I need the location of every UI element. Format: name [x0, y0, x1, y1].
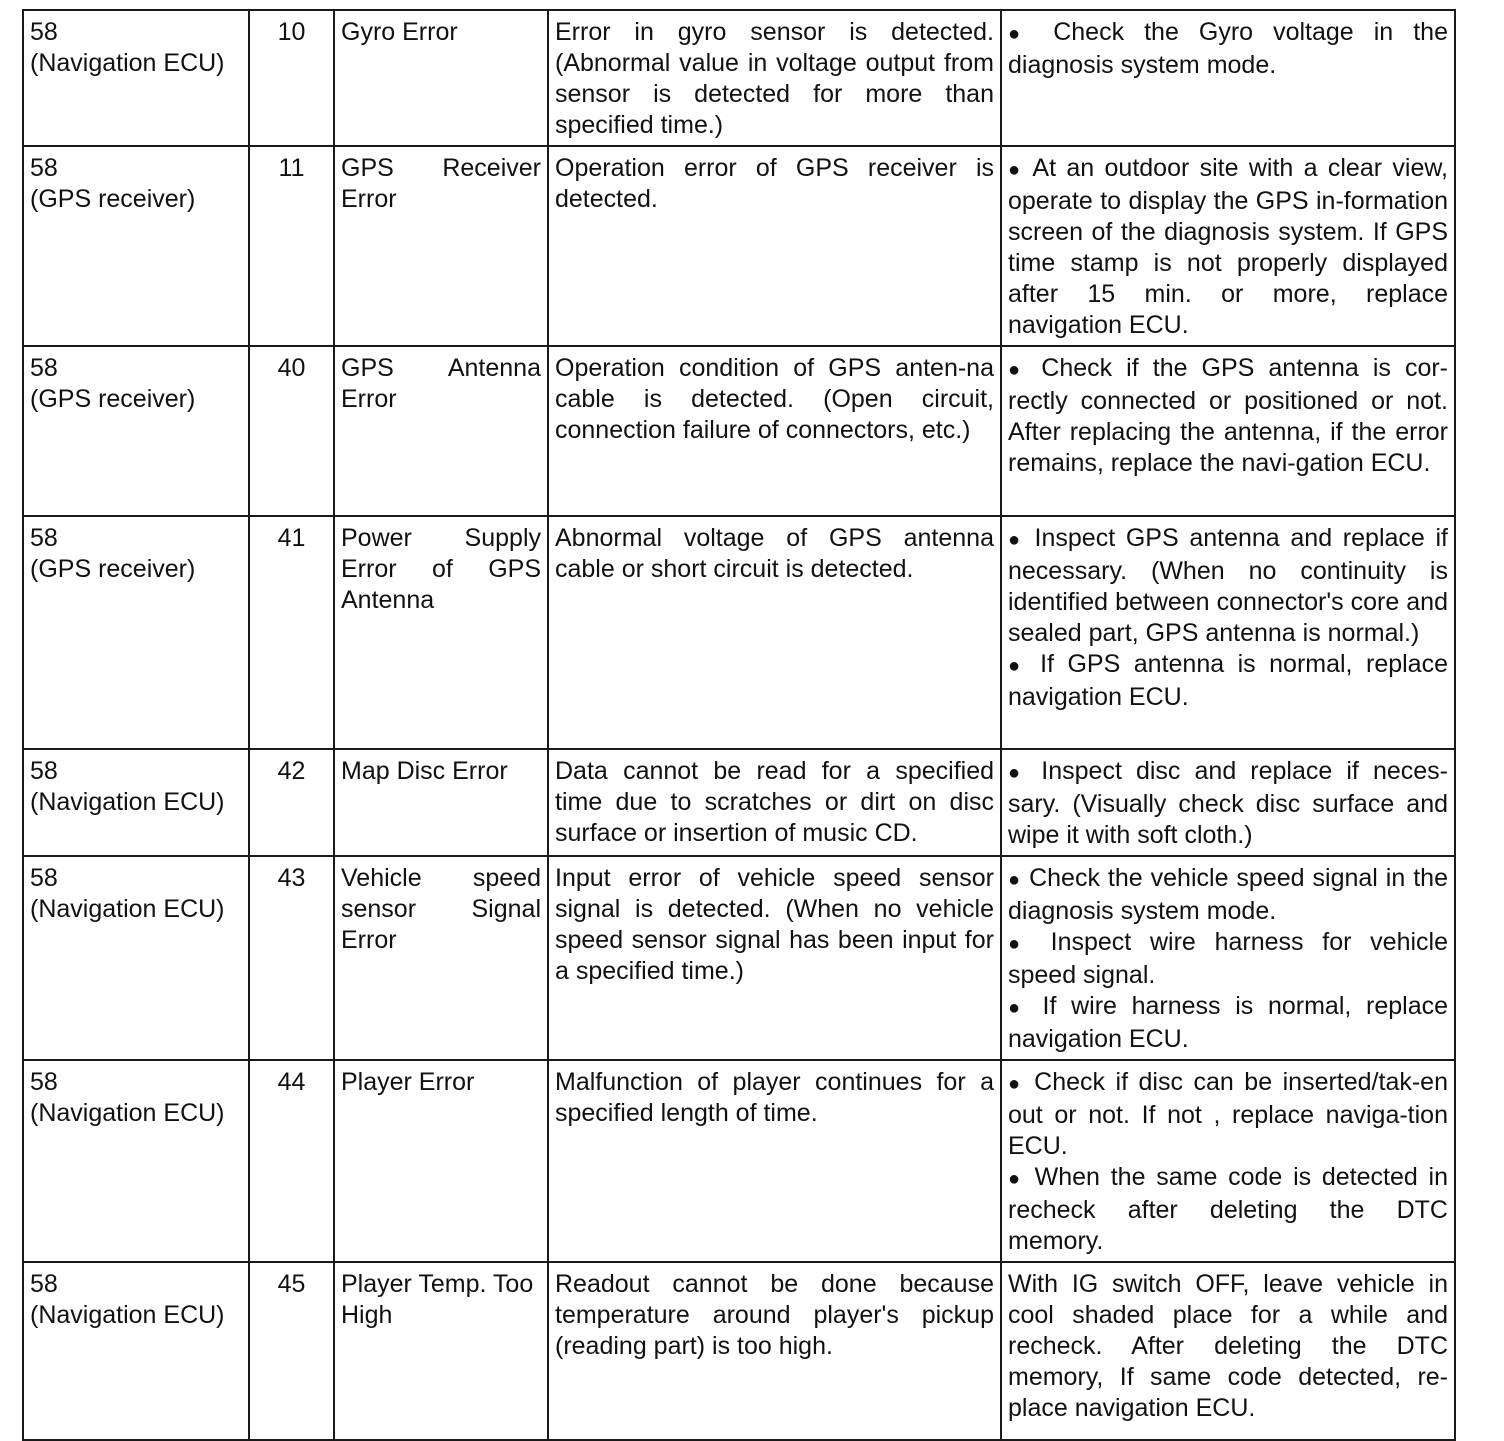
- bullet-icon: ●: [1008, 159, 1024, 181]
- remedy-cell: [1001, 516, 1455, 749]
- error-name-cell: [334, 1060, 548, 1262]
- dtc-code: 44: [277, 1068, 306, 1096]
- error-name-cell: [334, 10, 548, 146]
- bullet-icon: ●: [1008, 762, 1028, 784]
- system-cell: [23, 346, 249, 516]
- remedy-text: Check if the GPS antenna is cor-rectly connected or positioned or not. After replacing the antenna, if the error remains, replace the navi-gation ECU.: [1008, 354, 1448, 477]
- dtc-code: 45: [277, 1270, 306, 1298]
- remedy-item: [1008, 1162, 1448, 1257]
- system-number: 58: [30, 1068, 58, 1096]
- remedy-cell: [1001, 749, 1455, 856]
- system-cell: [23, 749, 249, 856]
- bullet-icon: ●: [1008, 23, 1034, 45]
- dtc-code-cell: [249, 146, 334, 346]
- system-number: 58: [30, 524, 58, 552]
- dtc-code: 10: [277, 18, 306, 46]
- error-name-cell: [334, 1262, 548, 1440]
- detection-condition: Abnormal voltage of GPS antenna cable or short circuit is detected.: [555, 524, 994, 583]
- dtc-code: 11: [278, 154, 305, 182]
- system-number: 58: [30, 18, 58, 46]
- detection-condition-cell: [548, 1060, 1001, 1262]
- system-unit: (GPS receiver): [30, 555, 196, 583]
- table-row: [23, 516, 1455, 749]
- detection-condition-cell: [548, 1262, 1001, 1440]
- remedy-text: Inspect wire harness for vehicle speed signal.: [1008, 928, 1448, 989]
- remedy-text: Check the vehicle speed signal in the diagnosis system mode.: [1008, 864, 1448, 925]
- detection-condition: Operation condition of GPS anten-na cable is detected. (Open circuit, connection failure of connectors, etc.): [555, 354, 994, 444]
- detection-condition-cell: [548, 346, 1001, 516]
- dtc-code: 40: [277, 354, 306, 382]
- system-number: 58: [30, 757, 58, 785]
- remedy-cell: [1001, 1262, 1455, 1440]
- dtc-code-cell: [249, 1060, 334, 1262]
- system-number: 58: [30, 354, 58, 382]
- system-unit: (Navigation ECU): [30, 895, 225, 923]
- dtc-table-body: [23, 10, 1455, 1440]
- detection-condition: Data cannot be read for a specified time due to scratches or dirt on disc surface or insertion of music CD.: [555, 757, 994, 847]
- dtc-code-cell: [249, 1262, 334, 1440]
- remedy-text: If GPS antenna is normal, replace navigation ECU.: [1008, 650, 1448, 711]
- remedy-text: Check the Gyro voltage in the diagnosis system mode.: [1008, 18, 1448, 79]
- detection-condition-cell: [548, 856, 1001, 1060]
- remedy-item: [1008, 927, 1448, 991]
- error-name: Vehicle speed sensor Signal Error: [341, 864, 541, 954]
- system-unit: (Navigation ECU): [30, 788, 225, 816]
- system-unit: (Navigation ECU): [30, 1099, 225, 1127]
- error-name-cell: [334, 749, 548, 856]
- system-cell: [23, 1262, 249, 1440]
- system-cell: [23, 856, 249, 1060]
- detection-condition-cell: [548, 10, 1001, 146]
- remedy-item: [1008, 863, 1448, 927]
- detection-condition-cell: [548, 749, 1001, 856]
- remedy-cell: [1001, 10, 1455, 146]
- remedy-item: [1008, 1067, 1448, 1162]
- remedy-text: Check if disc can be inserted/tak-en out or not. If not , replace naviga-tion ECU.: [1008, 1068, 1448, 1160]
- remedy-text: When the same code is detected in recheck after deleting the DTC memory.: [1008, 1163, 1448, 1255]
- remedy-item: [1008, 649, 1448, 713]
- remedy-item: [1008, 17, 1448, 81]
- remedy-item: [1008, 353, 1448, 479]
- bullet-icon: ●: [1008, 933, 1032, 955]
- system-number: 58: [30, 864, 58, 892]
- system-unit: (Navigation ECU): [30, 1301, 225, 1329]
- bullet-icon: ●: [1008, 529, 1024, 551]
- bullet-icon: ●: [1008, 869, 1022, 891]
- remedy-cell: [1001, 146, 1455, 346]
- dtc-table-page: [22, 9, 1454, 1441]
- error-name-cell: [334, 516, 548, 749]
- table-row: [23, 10, 1455, 146]
- remedy-cell: [1001, 346, 1455, 516]
- system-unit: (GPS receiver): [30, 385, 196, 413]
- detection-condition: Operation error of GPS receiver is detected.: [555, 154, 994, 213]
- remedy-cell: [1001, 1060, 1455, 1262]
- detection-condition: Error in gyro sensor is detected. (Abnormal value in voltage output from sensor is detected for more than specified time.): [555, 18, 994, 139]
- system-cell: [23, 146, 249, 346]
- error-name-cell: [334, 856, 548, 1060]
- remedy-text: With IG switch OFF, leave vehicle in cool shaded place for a while and recheck. After deleting the DTC memory, If same code detected, re-place navigation ECU.: [1008, 1270, 1448, 1422]
- remedy-text: At an outdoor site with a clear view, operate to display the GPS in-formation screen of the diagnosis system. If GPS time stamp is not properly displayed after 15 min. or more, replace navigation ECU.: [1008, 154, 1448, 339]
- dtc-code: 42: [277, 757, 306, 785]
- remedy-item: [1008, 523, 1448, 649]
- table-row: [23, 146, 1455, 346]
- table-row: [23, 1060, 1455, 1262]
- table-row: [23, 856, 1455, 1060]
- system-cell: [23, 516, 249, 749]
- error-name: Gyro Error: [341, 18, 458, 46]
- system-unit: (GPS receiver): [30, 185, 196, 213]
- remedy-cell: [1001, 856, 1455, 1060]
- dtc-code: 41: [277, 524, 306, 552]
- remedy-item: [1008, 756, 1448, 851]
- table-row: [23, 749, 1455, 856]
- system-number: 58: [30, 154, 58, 182]
- bullet-icon: ●: [1008, 1168, 1024, 1190]
- remedy-text: If wire harness is normal, replace navigation ECU.: [1008, 992, 1448, 1053]
- bullet-icon: ●: [1008, 1073, 1024, 1095]
- bullet-icon: ●: [1008, 359, 1028, 381]
- error-name: Player Temp. Too High: [341, 1270, 534, 1329]
- table-row: [23, 1262, 1455, 1440]
- detection-condition: Input error of vehicle speed sensor signal is detected. (When no vehicle speed sensor signal has been input for a specified time.): [555, 864, 994, 985]
- dtc-code: 43: [277, 864, 306, 892]
- diagnostic-trouble-code-table: [22, 9, 1456, 1441]
- dtc-code-cell: [249, 10, 334, 146]
- error-name-cell: [334, 146, 548, 346]
- system-number: 58: [30, 1270, 58, 1298]
- detection-condition-cell: [548, 146, 1001, 346]
- remedy-text: Inspect disc and replace if neces-sary. (Visually check disc surface and wipe it with soft cloth.): [1008, 757, 1448, 849]
- system-unit: (Navigation ECU): [30, 49, 225, 77]
- dtc-code-cell: [249, 346, 334, 516]
- detection-condition-cell: [548, 516, 1001, 749]
- error-name: GPS Receiver Error: [341, 154, 541, 213]
- error-name: Player Error: [341, 1068, 475, 1096]
- remedy-text: Inspect GPS antenna and replace if necessary. (When no continuity is identified between connector's core and sealed part, GPS antenna is normal.): [1008, 524, 1448, 647]
- error-name: GPS Antenna Error: [341, 354, 541, 413]
- dtc-code-cell: [249, 856, 334, 1060]
- dtc-code-cell: [249, 516, 334, 749]
- table-row: [23, 346, 1455, 516]
- detection-condition: Readout cannot be done because temperature around player's pickup (reading part) is too high.: [555, 1270, 994, 1360]
- system-cell: [23, 1060, 249, 1262]
- detection-condition: Malfunction of player continues for a specified length of time.: [555, 1068, 994, 1127]
- bullet-icon: ●: [1008, 997, 1028, 1019]
- remedy-item: [1008, 153, 1448, 341]
- system-cell: [23, 10, 249, 146]
- error-name: Map Disc Error: [341, 757, 508, 785]
- remedy-item: [1008, 991, 1448, 1055]
- error-name: Power Supply Error of GPS Antenna: [341, 524, 541, 614]
- bullet-icon: ●: [1008, 655, 1027, 677]
- dtc-code-cell: [249, 749, 334, 856]
- error-name-cell: [334, 346, 548, 516]
